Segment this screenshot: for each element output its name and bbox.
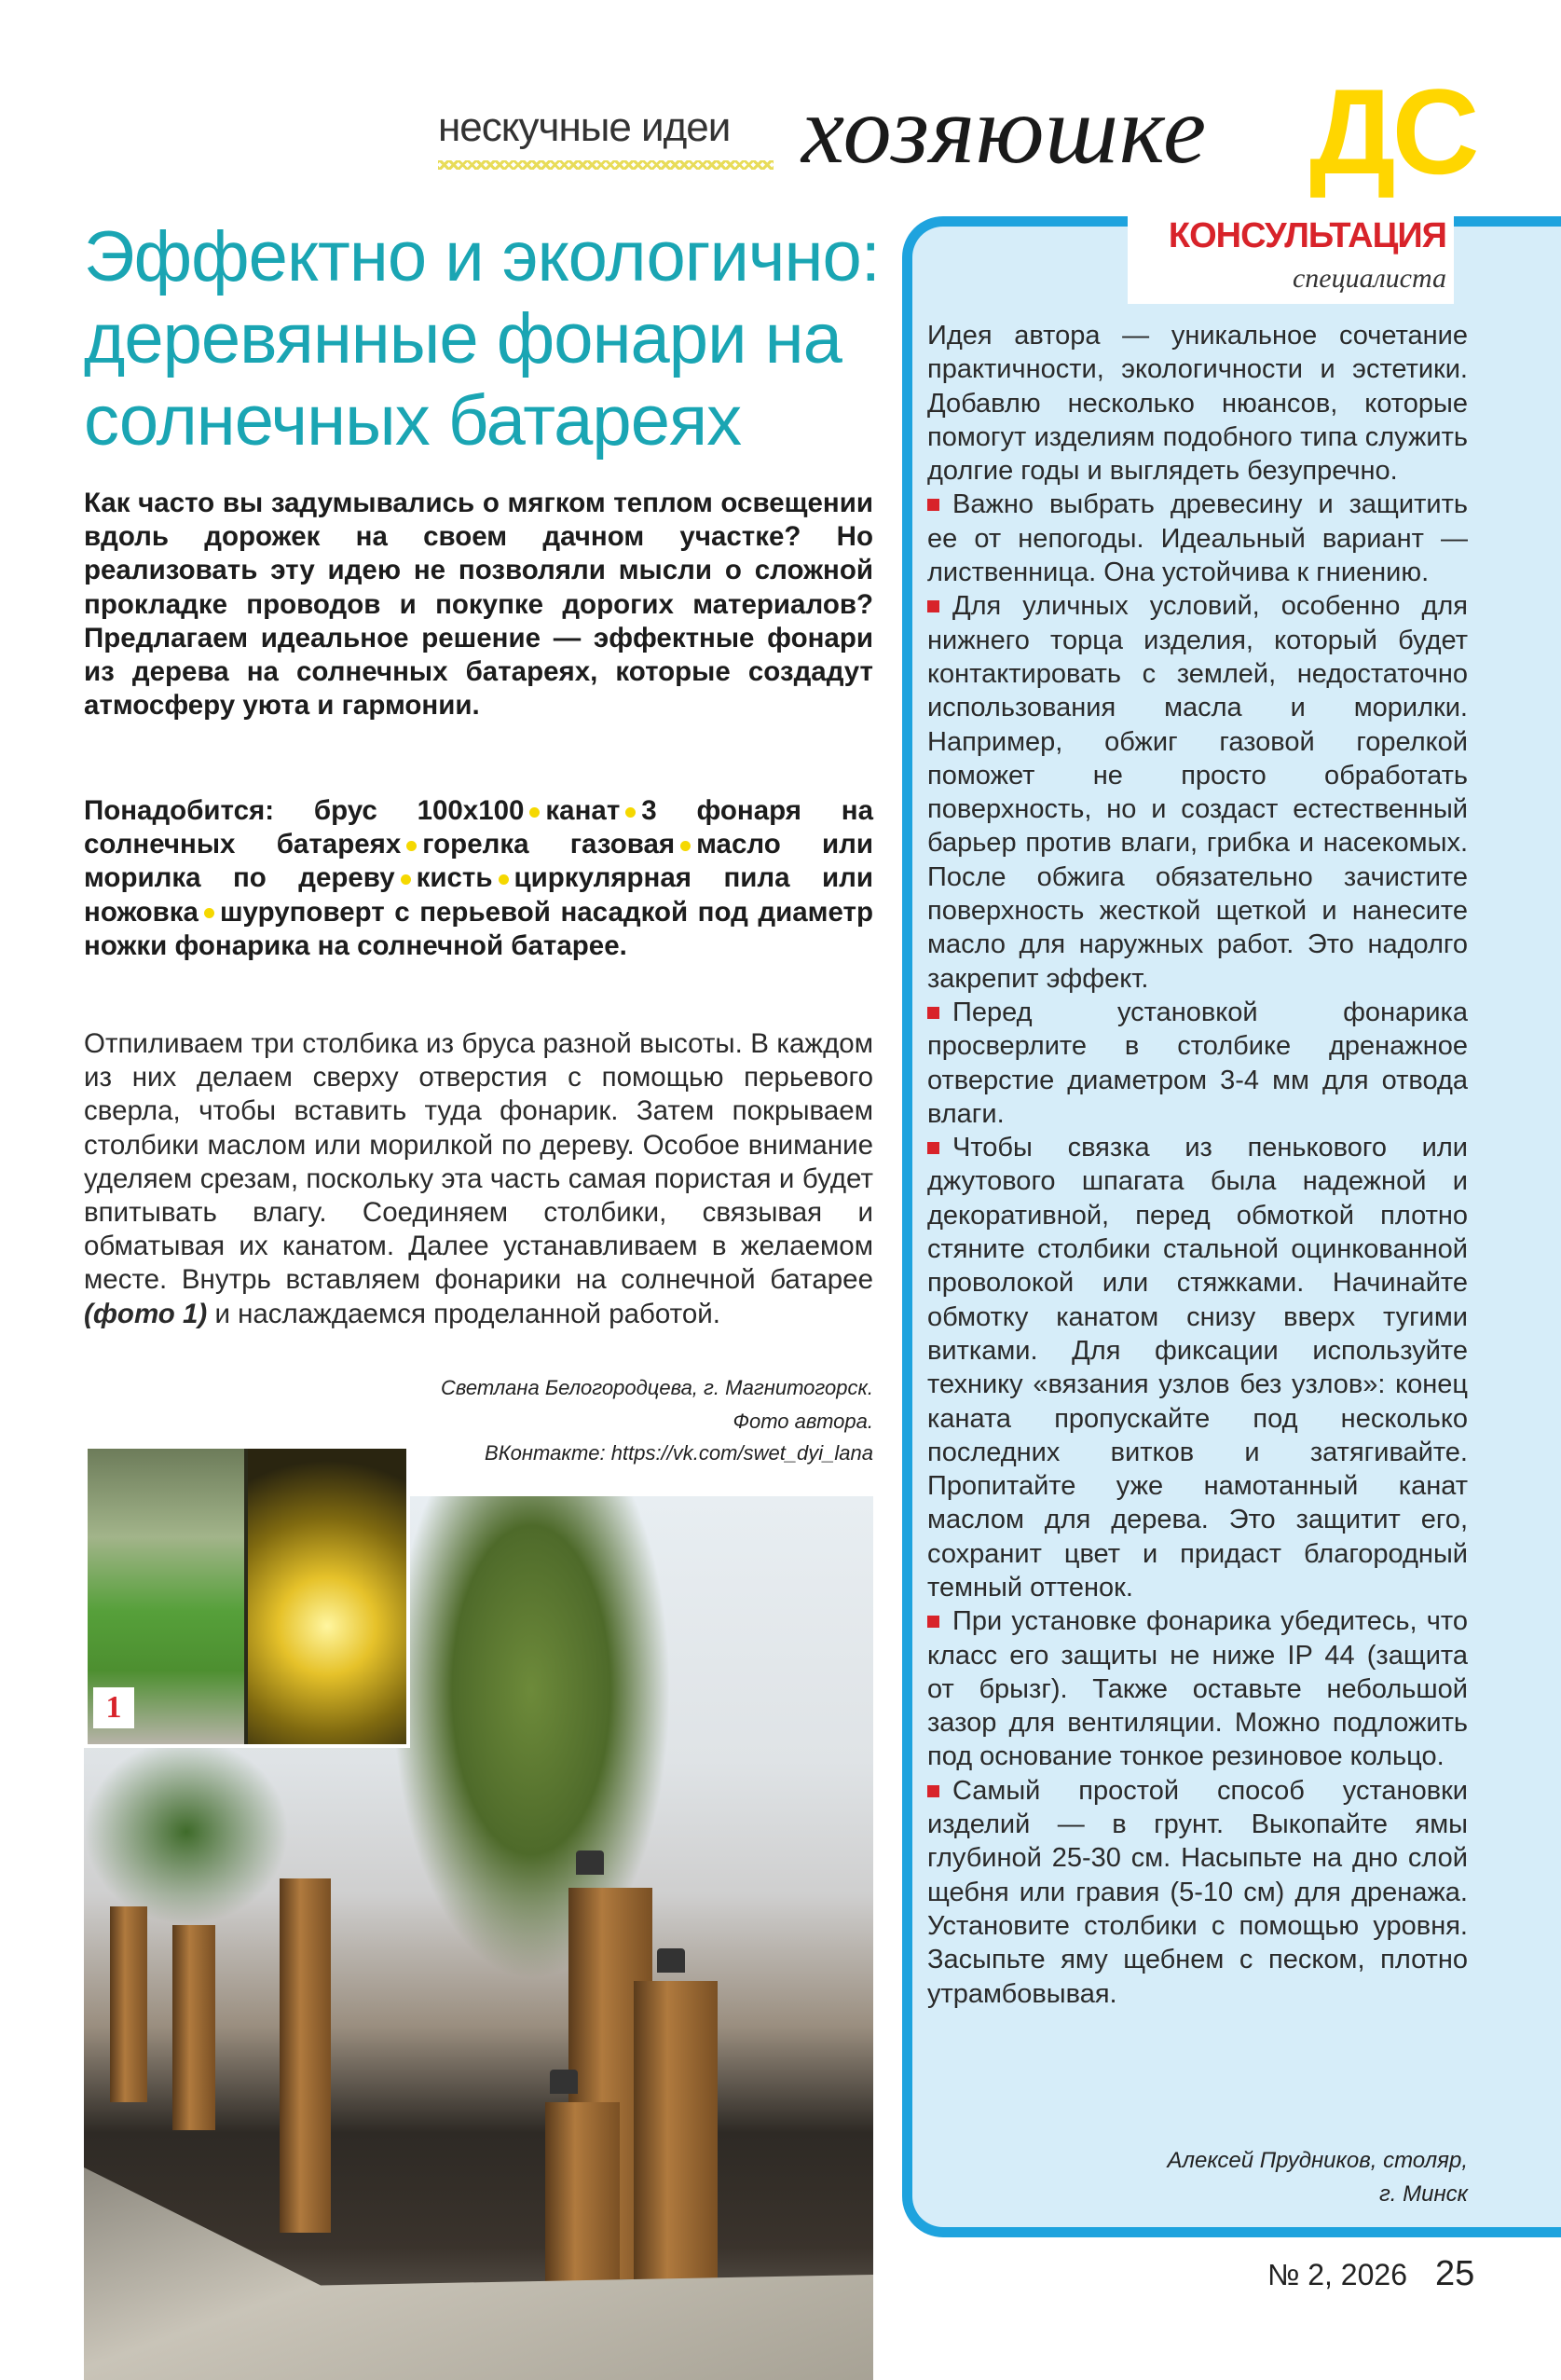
bullet-dot-icon bbox=[406, 841, 417, 851]
decorative-zigzag bbox=[438, 160, 774, 170]
photo-number: 1 bbox=[93, 1687, 134, 1728]
consultation-tip bbox=[927, 488, 1468, 589]
tip-text: При установке фонарика убедитесь, что класс его защиты не ниже IP 44 (защита от брызг). Также оставьте небольшой зазор для вентиляции. Можно подложить под основание тонкое резиновое кольцо. bbox=[927, 1606, 1468, 1772]
consultation-text bbox=[927, 319, 1468, 2011]
bullet-dot-icon bbox=[401, 874, 411, 885]
bullet-dot-icon bbox=[529, 807, 540, 818]
bush bbox=[84, 1739, 289, 1925]
red-square-bullet-icon bbox=[927, 1616, 939, 1628]
tip-text: Важно выбрать древесину и защитить ее от непогоды. Идеальный вариант — лиственница. Она устойчива к гниению. bbox=[927, 489, 1468, 588]
bullet-dot-icon bbox=[625, 807, 636, 818]
bullet-dot-icon bbox=[680, 841, 691, 851]
consultation-tip bbox=[927, 589, 1468, 996]
material-item: кисть bbox=[416, 862, 493, 894]
red-square-bullet-icon bbox=[927, 1785, 939, 1797]
materials-list bbox=[84, 794, 873, 963]
material-item: шуруповерт с перьевой насадкой под диаметр ножки фонарика на солнечной батарее. bbox=[84, 896, 873, 961]
expert-name: Алексей Прудников, столяр, bbox=[1167, 2148, 1468, 2173]
red-square-bullet-icon bbox=[927, 1142, 939, 1154]
red-square-bullet-icon bbox=[927, 1007, 939, 1019]
red-square-bullet-icon bbox=[927, 499, 939, 511]
material-item: горелка газовая bbox=[422, 829, 676, 860]
tip-text: Для уличных условий, особенно для нижнего торца изделия, который будет контактировать с землей, недостаточно использования масла и морилки. Например, обжиг газовой горелкой поможет не просто обработать поверхность, но и создаст естественный барьер против влаги, грибка и насекомых. После обжига обязательно зачистите поверхность жесткой щеткой и нанесите масло для наружных работ. Это надолго закрепит эффект. bbox=[927, 591, 1468, 994]
tip-text: Чтобы связка из пенькового или джутового шпагата была надежной и декоративной, перед обмоткой плотно стяните столбики стальной оцинкованной проволокой или стяжками. Начинайте обмотку канатом снизу вверх тугими витками. Для фиксации используйте технику «вязания узлов без узлов»: конец каната пропускайте под несколько последних витков и затягивайте. Пропитайте уже намотанный канат маслом для дерева. Это защитит его, сохранит цвет и придаст благородный темный оттенок. bbox=[927, 1133, 1468, 1603]
bullet-dot-icon bbox=[499, 874, 509, 885]
page-number: 25 bbox=[1434, 2254, 1475, 2293]
consultation-tip bbox=[927, 996, 1468, 1131]
article-lead: Как часто вы задумывались о мягком теплом освещении вдоль дорожек на своем дачном участке? Но реализовать эту идею не позволяли мысли о сложной прокладке проводов и покупке дорогих материалов? Предлагаем идеальное решение — эффектные фонари из дерева на солнечных батареях, которые создадут атмосферу уюта и гармонии. bbox=[84, 488, 873, 722]
consultation-tip bbox=[927, 1604, 1468, 1773]
material-item: канат bbox=[545, 795, 621, 826]
consultation-tip bbox=[927, 1774, 1468, 2011]
consultation-tip bbox=[927, 1131, 1468, 1604]
article-title: Эффектно и экологично: деревянные фонари на солнечных батареях bbox=[84, 217, 880, 461]
consultation-subtitle: специалиста bbox=[1292, 263, 1446, 294]
red-square-bullet-icon bbox=[927, 600, 939, 612]
materials-label: Понадобится: bbox=[84, 795, 275, 826]
material-item: 3 фонаря на солнечных батареях bbox=[84, 795, 873, 860]
magazine-logo: ДС bbox=[1309, 63, 1476, 199]
section-title: хозяюшке bbox=[801, 76, 1208, 184]
lantern-night-image bbox=[248, 1449, 406, 1744]
expert-author bbox=[927, 2144, 1468, 2211]
consultation-intro: Идея автора — уникальное сочетание практичности, экологичности и эстетики. Добавлю несколько нюансов, которые помогут изделиям подобного типа служить долгие годы и выглядеть безупречно. bbox=[927, 321, 1468, 487]
bullet-dot-icon bbox=[204, 908, 214, 918]
stone-border bbox=[84, 2167, 873, 2380]
body-text-end: и наслаждаемся проделанной работой. bbox=[214, 1298, 720, 1329]
tip-text: Перед установкой фонарика просверлите в столбике дренажное отверстие диаметром 3-4 мм для отвода влаги. bbox=[927, 997, 1468, 1129]
social-link[interactable]: ВКонтакте: https://vk.com/swet_dyi_lana bbox=[485, 1441, 873, 1465]
article-author: Светлана Белогородцева, г. Магнитогорск. bbox=[441, 1376, 873, 1399]
article-body bbox=[84, 1027, 873, 1331]
consultation-title: КОНСУЛЬТАЦИЯ bbox=[1168, 216, 1446, 255]
material-item: масло или морилка по дереву bbox=[84, 829, 873, 894]
photo-reference: (фото 1) bbox=[84, 1298, 208, 1329]
body-text: Отпиливаем три столбика из бруса разной высоты. В каждом из них делаем сверху отверстия с помощью перьевого сверла, чтобы вставить туда фонарик. Затем покрываем столбики маслом или морилкой по дереву. Особое внимание уделяем срезам, поскольку эта часть самая пористая и будет впитывать влагу. Соединяем столбики, связывая и обматывая их канатом. Далее устанавливаем в желаемом месте. Внутрь вставляем фонарики на солнечной батарее bbox=[84, 1028, 873, 1296]
photo-credit: Фото автора. bbox=[733, 1410, 873, 1433]
issue-number: № 2, 2026 bbox=[1267, 2258, 1407, 2291]
material-item: циркулярная пила или ножовка bbox=[84, 862, 873, 928]
tip-text: Самый простой способ установки изделий — в грунт. Выкопайте ямы глубиной 25-30 см. Насыпьте на дно слой щебня или гравия (5-10 см) для дренажа. Установите столбики с помощью уровня. Засыпьте яму щебнем с песком, плотно утрамбовывая. bbox=[927, 1775, 1468, 2009]
material-item: брус 100х100 bbox=[313, 795, 525, 826]
page-footer bbox=[1267, 2254, 1474, 2294]
expert-city: г. Минск bbox=[1378, 2181, 1468, 2207]
rubric-label: нескучные идеи bbox=[438, 104, 731, 150]
